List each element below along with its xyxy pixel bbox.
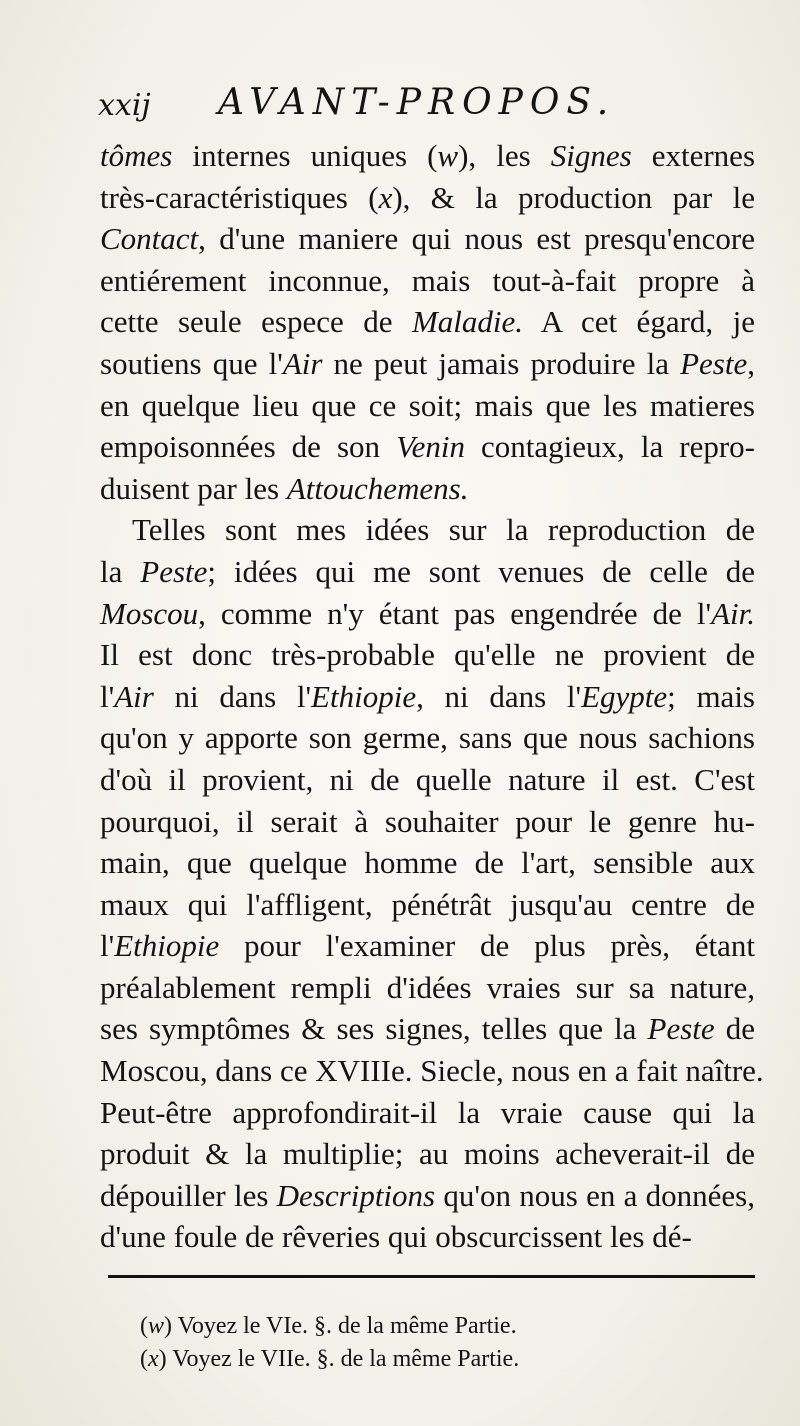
text-line [100, 218, 755, 260]
text-span: Air. [711, 595, 755, 631]
text-line [100, 1133, 755, 1175]
text-span: Ethiopie [311, 678, 417, 714]
text-span: Il est donc très-probable qu'elle ne provient de [100, 637, 755, 673]
text-span: d'où il provient, ni de quelle nature il est. C'est [100, 761, 755, 797]
body-text [100, 135, 764, 1258]
text-span: Attouchemens. [286, 470, 469, 506]
text-span: préalablement rempli d'idées vraies sur sa nature, [100, 969, 755, 1005]
text-span: d'une foule de rêveries qui obscurcissent les dé- [100, 1219, 692, 1255]
text-span: Moscou, dans ce XVIIIe. Siecle, nous en a fait naître. [100, 1053, 764, 1089]
text-line [100, 925, 755, 967]
text-line [100, 717, 755, 759]
text-span: main, que quelque homme de l'art, sensible aux [100, 845, 755, 881]
text-span: Moscou [100, 595, 199, 631]
text-span: duisent par les [100, 470, 287, 506]
text-span: en quelque lieu que ce soit; mais que les matieres [100, 387, 755, 423]
text-line [100, 385, 755, 427]
text-span: Maladie. [411, 304, 524, 340]
text-span: ), & la production par le [392, 179, 755, 215]
text-span: produit & la multiplie; au moins acheverait-il de [100, 1136, 755, 1172]
text-span: l' [100, 928, 115, 964]
text-line [100, 1092, 755, 1134]
text-span: soutiens que l' [100, 345, 283, 381]
text-span: Venin [396, 429, 465, 465]
text-span: ; mais [667, 678, 755, 714]
footnotes [140, 1310, 700, 1376]
text-span: Telles sont mes idées sur la reproduction de [132, 512, 755, 548]
page-number: xxij [98, 88, 151, 123]
text-span: w [148, 1313, 165, 1339]
text-span: A cet égard, je [523, 304, 755, 340]
text-span: maux qui l'affligent, pénétrât jusqu'au centre de [100, 886, 755, 922]
text-line [100, 676, 755, 718]
text-span: contagieux, la repro- [464, 429, 755, 465]
text-span: pour l'examiner de plus près, étant [219, 928, 755, 964]
text-line [100, 551, 755, 593]
text-span: très-caractéristiques ( [100, 179, 379, 215]
text-span: Egypte [581, 678, 668, 714]
footnote [140, 1310, 700, 1343]
text-span: x [378, 179, 393, 215]
text-span: ) Voyez le VIe. §. de la même Partie. [164, 1313, 517, 1339]
text-span: empoisonnées de son [100, 429, 397, 465]
text-line [100, 801, 755, 843]
text-span: entiérement inconnue, mais tout-à-fait propre à [100, 262, 755, 298]
text-line [100, 759, 755, 801]
text-span: , [747, 345, 755, 381]
footnote [140, 1343, 700, 1376]
text-line [100, 884, 755, 926]
text-span: qu'on nous en a données, [435, 1177, 755, 1213]
text-line [100, 1008, 755, 1050]
running-title: AVANT-PROPOS. [218, 82, 616, 123]
text-line [100, 509, 755, 551]
text-span: Peste [140, 553, 208, 589]
text-span: Air [114, 678, 154, 714]
text-line [100, 967, 755, 1009]
text-line [100, 468, 755, 510]
text-span: ne peut jamais produire la [322, 345, 681, 381]
text-line [100, 842, 755, 884]
text-span: x [148, 1346, 159, 1372]
text-line [100, 343, 755, 385]
text-span: la [100, 553, 141, 589]
text-span: ( [140, 1346, 148, 1372]
text-span: , comme n'y étant pas engendrée de l' [198, 595, 712, 631]
text-span: Contact [100, 221, 199, 257]
text-line [100, 301, 755, 343]
text-span: qu'on y apporte son germe, sans que nous sachions [100, 720, 755, 756]
text-span: Signes [550, 138, 632, 173]
text-span: externes [631, 138, 756, 173]
text-line [100, 634, 755, 676]
text-span: dépouiller les [100, 1177, 277, 1213]
text-span: tômes [100, 138, 173, 173]
page-header [98, 82, 738, 132]
text-line [100, 135, 755, 177]
text-line [100, 1050, 764, 1092]
text-span: cette seule espece de [100, 304, 412, 340]
text-line [100, 260, 755, 302]
text-span: ni dans l' [153, 678, 312, 714]
text-span: internes uniques ( [172, 138, 438, 173]
text-span: ( [140, 1313, 148, 1339]
text-span: Peste [680, 345, 748, 381]
text-span: Descriptions [276, 1177, 436, 1213]
text-span: , d'une maniere qui nous est presqu'encore [198, 221, 755, 257]
text-span: ses symptômes & ses signes, telles que la [100, 1011, 648, 1047]
text-span: Peste [647, 1011, 715, 1047]
text-span: pourquoi, il serait à souhaiter pour le genre hu- [100, 803, 755, 839]
text-span: ), les [458, 138, 551, 173]
text-span: Air [282, 345, 323, 381]
text-span: Peut-être approfondirait-il la vraie cause qui la [100, 1094, 755, 1130]
text-line [100, 426, 755, 468]
text-span: , ni dans l' [416, 678, 582, 714]
text-span: Ethiopie [114, 928, 220, 964]
text-span: ) Voyez le VIIe. §. de la même Partie. [158, 1346, 520, 1372]
text-span: de [714, 1011, 755, 1047]
text-span: w [437, 138, 459, 173]
text-line [100, 1216, 755, 1258]
footnote-rule [108, 1275, 755, 1278]
text-line [100, 1175, 755, 1217]
text-line [100, 593, 755, 635]
text-span: ; idées qui me sont venues de celle de [207, 553, 756, 589]
text-line [100, 177, 755, 219]
text-span: l' [100, 678, 115, 714]
